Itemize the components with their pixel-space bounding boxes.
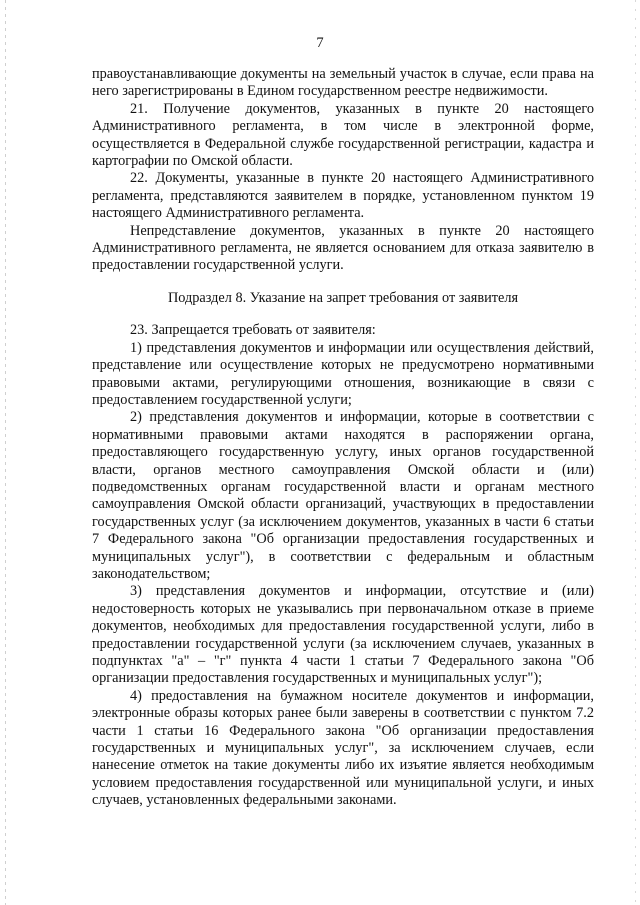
paragraph-non-submission: Непредставление документов, указанных в пункте 20 настоящего Административного регламента, не является основанием для отказа заявителю в предоставлении государственной услуги. [92, 222, 594, 274]
scan-edge-right [635, 0, 636, 905]
list-item-3: 3) представления документов и информации, отсутствие и (или) недостоверность которых не указывались при первоначальном отказе в приеме документов, необходимых для предоставления государственной услуги, либо в предоставлении государственной услуги (за исключением случаев, указанных в подпунктах "а" – "г" пункта 4 части 1 статьи 7 Федерального закона "Об организации предоставления государственных и муниципальных услуг"); [92, 583, 594, 687]
page-number: 7 [316, 35, 324, 51]
paragraph-22: 22. Документы, указанные в пункте 20 настоящего Административного регламента, представляются заявителем в порядке, установленном пунктом 19 настоящего Административного регламента. [92, 170, 594, 222]
paragraph-23: 23. Запрещается требовать от заявителя: [130, 322, 376, 339]
section-heading: Подраздел 8. Указание на запрет требования от заявителя [167, 289, 519, 306]
list-item-1: 1) представления документов и информации или осуществления действий, представление или осуществление которых не предусмотрено нормативными правовыми актами, регулирующими отношения, возникающие в связи с предоставлением государственной услуги; [92, 339, 594, 408]
document-body [92, 66, 594, 810]
scan-edge-left [5, 0, 6, 905]
list-item-4: 4) предоставления на бумажном носителе документов и информации, электронные образы которых ранее были заверены в соответствии с пунктом 7.2 части 1 статьи 16 Федерального закона "Об организации предоставления государственных и муниципальных услуг", за исключением случаев, если нанесение отметок на такие документы либо их изъятие является необходимым условием предоставления государственной или муниципальной услуги, и иных случаев, установленных федеральными законами. [92, 687, 594, 809]
list-item-2: 2) представления документов и информации, которые в соответствии с нормативными правовыми актами находятся в распоряжении органа, предоставляющего государственную услугу, иных органов государственной власти, органов местного самоуправления Омской области и (или) подведомственных органам государственной власти и органам местного самоуправления Омской области организаций, участвующих в предоставлении государственных услуг (за исключением документов, указанных в части 6 статьи 7 Федерального закона "Об организации предоставления государственных и муниципальных услуг"), в соответствии с федеральным и областным законодательством; [92, 409, 594, 582]
paragraph-21: 21. Получение документов, указанных в пункте 20 настоящего Административного регламента, в том числе в электронной форме, осуществляется в Федеральной службе государственной регистрации, кадастра и картографии по Омской области. [92, 100, 594, 170]
paragraph-continuation: правоустанавливающие документы на земельный участок в случае, если права на него зарегистрированы в Едином государственном реестре недвижимости. [92, 66, 594, 100]
